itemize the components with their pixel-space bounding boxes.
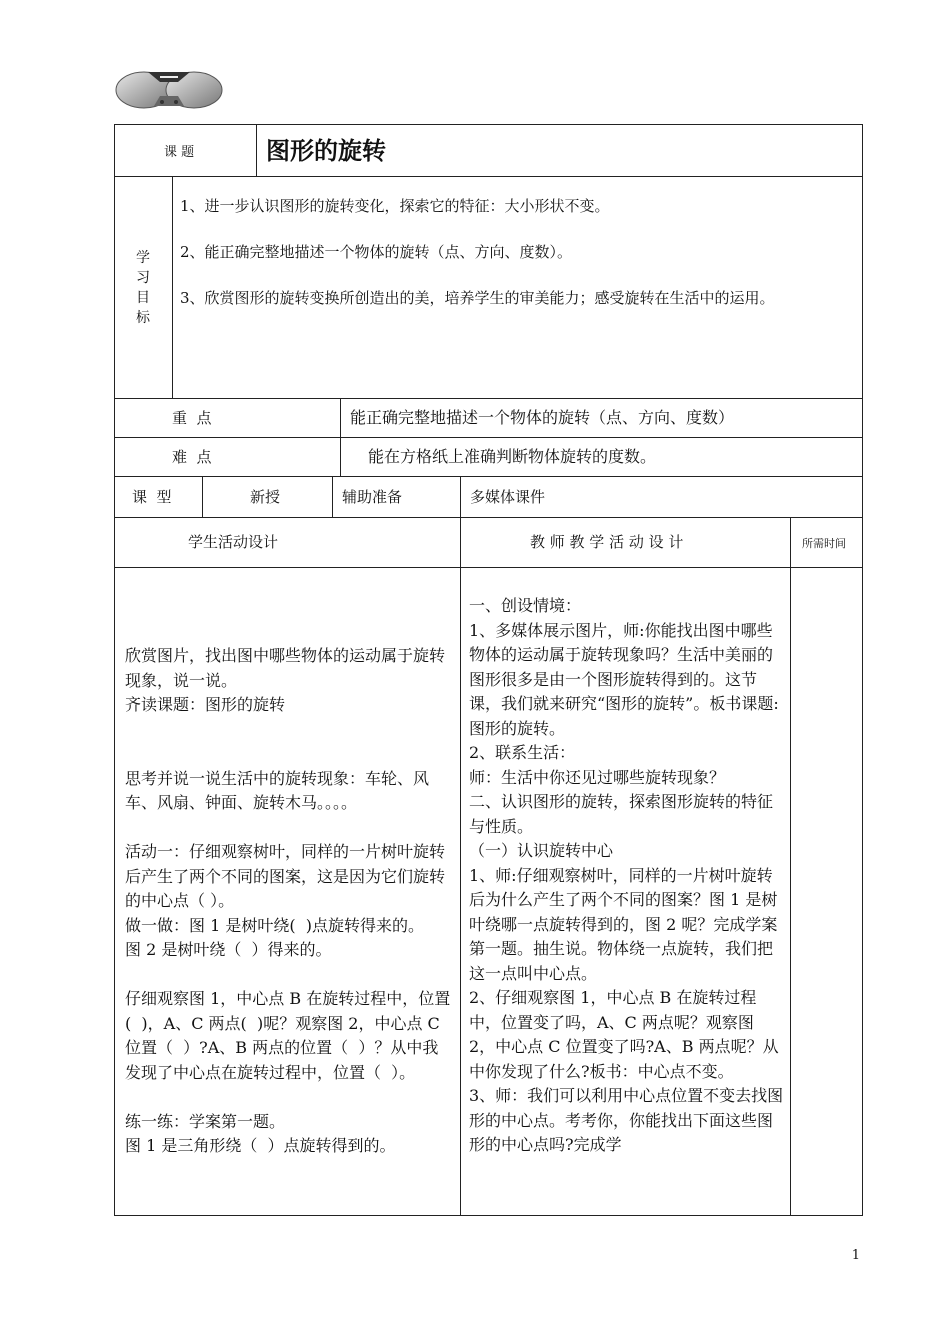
col-time-header: 所需时间 (802, 537, 846, 550)
key-value: 能正确完整地描述一个物体的旋转（点、方向、度数） (350, 408, 735, 427)
teacher-activity: 一、创设情境： 1、多媒体展示图片，师:你能找出图中哪些物体的运动属于旋转现象吗？生活中美丽的图形很多是由一个图形旋转得到的。这节课，我们就来研究“图形的旋转”。板书课题:图形的旋转。 2、联系生活： 师：生活中你还见过哪些旋转现象？ 二、认识图形的旋转，探索图形旋转的特征与性质。 （一）认识旋转中心 1、师:仔细观察树叶，同样的一片树叶旋转后为什么产生了两个不同的图案？图 1 是树叶绕哪一点旋转得到的，图 2 呢？完成学案第一题。抽生说。物体绕一点旋转，我们把这一点叫中心点。 2、仔细观察图 1，中心点 B 在旋转过程中，位置变了吗，A、C 两点呢？观察图 2，中心点 C 位置变了吗?A、B 两点呢？从中你发现了什么?板书：中心点不变。 3、师：我们可以利用中心点位置不变去找图形的中心点。考考你，你能找出下面这些图形的中心点吗?完成学 (469, 596, 784, 1154)
goal-item: 1、进一步认识图形的旋转变化，探索它的特征：大小形状不变。 (180, 197, 610, 215)
difficult-label: 难 点 (172, 448, 212, 466)
type-value: 新授 (250, 488, 281, 506)
goals-list (180, 194, 820, 310)
type-label: 课 型 (132, 488, 172, 506)
topic-title: 图形的旋转 (266, 137, 386, 165)
col-teacher-header: 教 师 教 学 活 动 设 计 (530, 533, 684, 551)
page-number: 1 (851, 1248, 860, 1263)
aid-label: 辅助准备 (342, 488, 403, 506)
goal-item: 3、欣赏图形的旋转变换所创造出的美，培养学生的审美能力；感受旋转在生活中的运用。 (180, 289, 775, 307)
topic-label: 课 题 (164, 145, 195, 160)
goal-item: 2、能正确完整地描述一个物体的旋转（点、方向、度数）。 (180, 243, 573, 261)
key-label: 重 点 (172, 409, 212, 427)
difficult-value: 能在方格纸上准确判断物体旋转的度数。 (368, 447, 657, 466)
goals-label: 学 习 目 标 (136, 250, 150, 326)
aid-value: 多媒体课件 (470, 488, 546, 506)
col-student-header: 学生活动设计 (188, 533, 279, 551)
student-activity: 欣赏图片，找出图中哪些物体的运动属于旋转现象，说一说。 齐读课题：图形的旋转 思考并说一说生活中的旋转现象：车轮、风车、风扇、钟面、旋转木马。。。。 活动一：仔细观察树叶，同样的一片树叶旋转后产生了两个不同的图案，这是因为它们旋转的中心点（ ）。 做一做：图 1 是树叶绕( )点旋转得来的。 图 2 是树叶绕（ ）得来的。 仔细观察图 1，中心点 B 在旋转过程中，位置( )，A、C 两点( )呢？观察图 2，中心点 C 位置（ ）?A、B 两点的位置（ ）？从中我发现了中心点在旋转过程中，位置（ ）。 练一练：学案第一题。 图 1 是三角形绕（ ）点旋转得到的。 (125, 646, 451, 1155)
school-emblem-icon (114, 66, 224, 112)
